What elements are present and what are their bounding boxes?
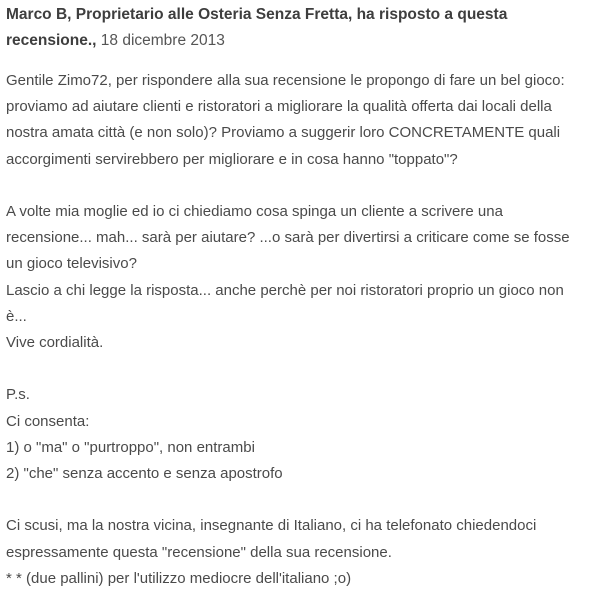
response-date: 18 dicembre 2013 — [100, 32, 225, 49]
response-text-line: Lascio a chi legge la risposta... anche perchè per noi ristoratori proprio un gioco non — [6, 281, 564, 299]
response-text-line: * * (due pallini) per l'utilizzo mediocre dell'italiano ;o) — [6, 569, 352, 587]
paragraph-gap — [6, 487, 594, 513]
response-text-line: proviamo ad aiutare clienti e ristoratori a migliorare la qualità offerta dai locali della — [6, 98, 552, 116]
response-text-line: Gentile Zimo72, per rispondere alla sua recensione le propongo di fare un bel gioco: — [6, 72, 565, 89]
response-text-line: Vive cordialità. — [6, 334, 104, 352]
response-text-line: espressamente questa "recensione" della sua recensione. — [6, 543, 392, 561]
response-text-line: accorgimenti servirebbero per migliorare e in cosa hanno "toppato"? — [6, 150, 458, 168]
response-text-line: 2) "che" senza accento e senza apostrofo — [6, 465, 283, 483]
paragraph-gap — [6, 173, 594, 199]
response-text-line: nostra amata città (e non solo)? Proviamo a suggerir loro CONCRETAMENTE quali — [6, 124, 561, 142]
response-text-line: un gioco televisivo? — [6, 255, 137, 273]
paragraph-gap — [6, 356, 594, 382]
response-header — [6, 2, 594, 54]
response-text-line: P.s. — [6, 386, 30, 404]
response-text-line: Ci consenta: — [6, 412, 90, 430]
response-text-line: recensione... mah... sarà per aiutare? ...o sarà per divertirsi a criticare come se fosse — [6, 229, 570, 247]
response-author-line: Marco B, Proprietario alle Osteria Senza Fretta, ha risposto a questa recensione., — [6, 6, 508, 49]
response-text-line: 1) o "ma" o "purtroppo", non entrambi — [6, 438, 255, 456]
response-text-line: è... — [6, 307, 27, 325]
response-text-line: Ci scusi, ma la nostra vicina, insegnante di Italiano, ci ha telefonato chiedendoci — [6, 517, 537, 535]
response-text-line: A volte mia moglie ed io ci chiediamo cosa spinga un cliente a scrivere una — [6, 203, 503, 220]
response-body — [6, 68, 594, 592]
